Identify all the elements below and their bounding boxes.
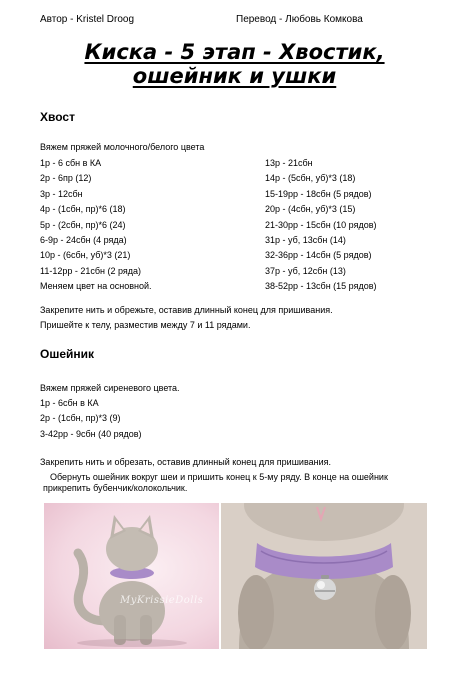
translator-credit: Перевод - Любовь Комкова — [236, 14, 363, 25]
list-item: 1р - 6сбн в КА — [40, 398, 99, 408]
tail-rows-right — [265, 156, 377, 295]
list-item: 20р - (4сбн, уб)*3 (15) — [265, 204, 356, 215]
photo-watermark: MyKrissieDolls — [120, 595, 204, 606]
collar-note-3: прикрепить бубенчик/колокольчик. — [43, 483, 188, 493]
list-item: 4р - (1сбн, пр)*6 (18) — [40, 204, 126, 215]
list-item: 5р - (2сбн, пр)*6 (24) — [40, 219, 126, 230]
collar-note-2: Обернуть ошейник вокруг шеи и пришить конец к 5-му ряду. В конце на ошейник — [50, 472, 388, 482]
tail-heading: Хвост — [40, 110, 75, 124]
list-item: 1р - 6 сбн в КА — [40, 158, 102, 168]
photo-strip — [44, 503, 427, 649]
list-item: 2р - 6пр (12) — [40, 173, 92, 184]
list-item: Меняем цвет на основной. — [40, 281, 152, 292]
tail-note-1: Закрепите нить и обрежьте, оставив длинный конец для пришивания. — [40, 305, 333, 315]
list-item: 2р - (1сбн, пр)*3 (9) — [40, 413, 121, 424]
list-item: 38-52рр - 13сбн (15 рядов) — [265, 281, 377, 292]
list-item: 3-42рр - 9сбн (40 рядов) — [40, 428, 142, 439]
collar-note-1: Закрепить нить и обрезать, оставив длинный конец для пришивания. — [40, 457, 332, 467]
list-item: 10р - (6сбн, уб)*3 (21) — [40, 250, 131, 261]
list-item: 31р - уб, 13сбн (14) — [265, 235, 346, 246]
tail-note-2: Пришейте к телу, разместив между 7 и 11 рядами. — [40, 320, 251, 330]
list-item: 11-12рр - 21сбн (2 ряда) — [40, 265, 142, 276]
collar-intro: Вяжем пряжей сиреневого цвета. — [40, 383, 180, 393]
list-item: 13р - 21сбн — [265, 158, 313, 168]
cat-from-behind-illustration — [44, 503, 219, 649]
list-item: 32-36рр - 14сбн (5 рядов) — [265, 250, 372, 261]
tail-intro: Вяжем пряжей молочного/белого цвета — [40, 142, 205, 152]
list-item: 3р - 12сбн — [40, 188, 83, 199]
page-title — [0, 40, 469, 88]
cat-tail-photo — [44, 503, 219, 649]
cat-collar-closeup-illustration — [221, 503, 427, 649]
list-item: 14р - (5сбн, уб)*3 (18) — [265, 173, 356, 184]
collar-rows — [40, 396, 141, 442]
collar-heading: Ошейник — [40, 347, 95, 361]
list-item: 15-19рр - 18сбн (5 рядов) — [265, 188, 372, 199]
title-line-2: ошейник и ушки — [132, 64, 337, 88]
author-credit: Автор - Kristel Droog — [40, 14, 135, 25]
list-item: 37р - уб, 12сбн (13) — [265, 265, 346, 276]
list-item: 21-30рр - 15сбн (10 рядов) — [265, 219, 377, 230]
title-line-1: Киска - 5 этап - Хвостик, — [84, 40, 385, 64]
list-item: 6-9р - 24сбн (4 ряда) — [40, 235, 127, 246]
tail-rows-left — [40, 156, 152, 295]
cat-collar-photo — [221, 503, 427, 649]
